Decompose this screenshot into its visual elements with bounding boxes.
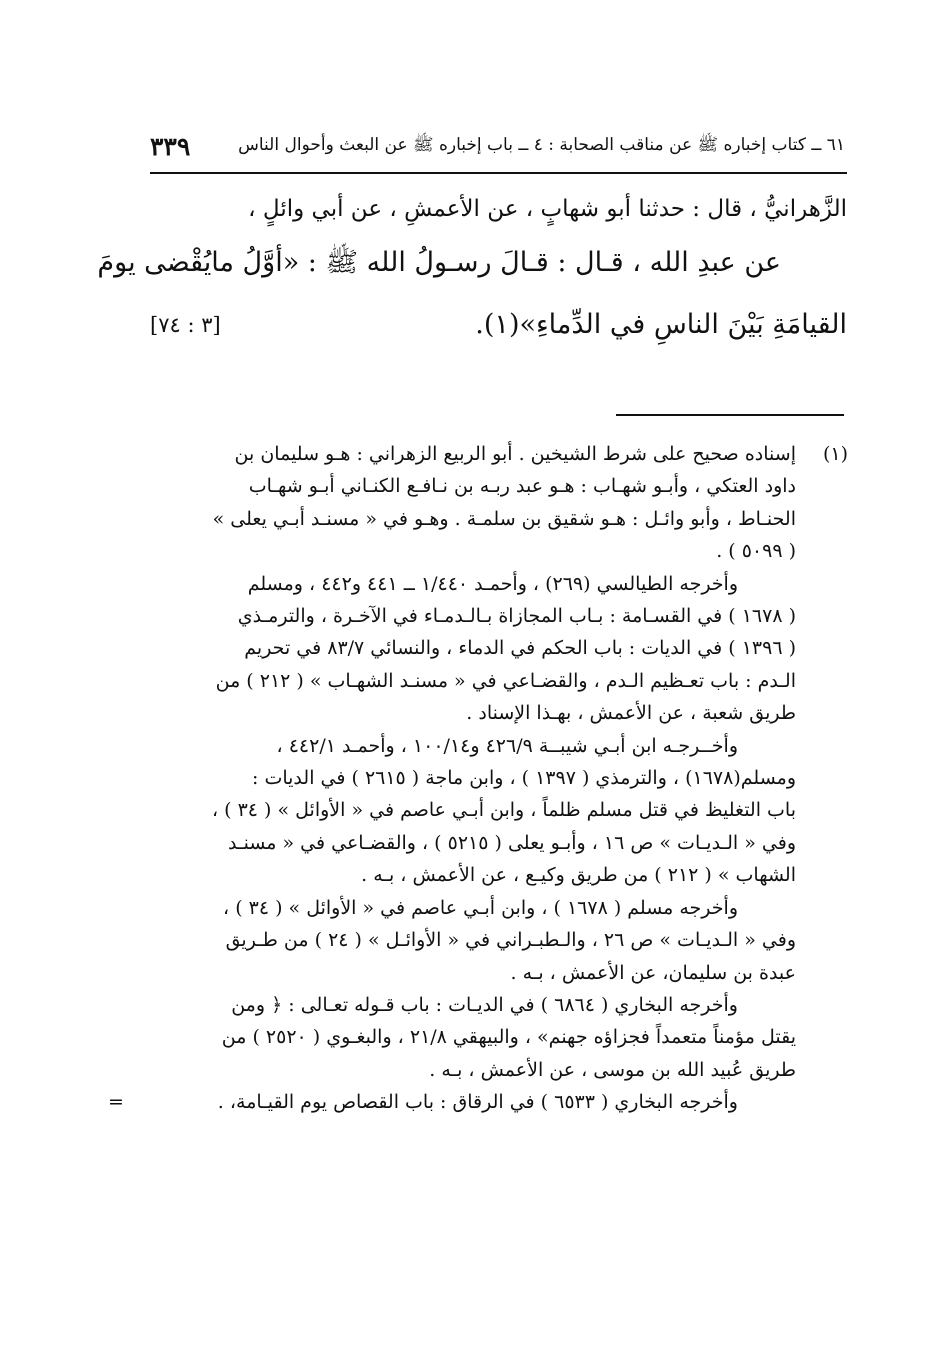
page-number: ٣٣٩ (150, 131, 191, 161)
footnote-line: الحنـاط ، وأبو وائـل : هـو شقيق بن سلمـة . وهـو في « مسنـد أبـي يعلى » (212, 507, 796, 530)
footnote-line: داود العتكي ، وأبـو شهـاب : هـو عبد ربـه بن نـافـع الكنـاني أبـو شهـاب (248, 475, 796, 498)
footnote-line: إسناده صحيح على شرط الشيخين . أبو الربيع الزهراني : هـو سليمان بن (234, 443, 796, 465)
hadith-reference: [٣ : ٧٤] (150, 313, 221, 337)
main-text (97, 186, 847, 356)
footnote-line: ( ١٣٩٦ ) في الديات : باب الحكم في الدماء ، والنسائي ٨٣/٧ في تحريم (244, 637, 796, 660)
footnote-line: يقتل مؤمناً متعمداً فجزاؤه جهنم» ، والبيهقي ٢١/٨ ، والبغـوي ( ٢٥٢٠ ) من (221, 1026, 796, 1049)
footnote-line: طريق عُبيد الله بن موسى ، عن الأعمش ، بـه . (429, 1058, 796, 1081)
footnote-line: وأخرجه البخاري ( ٦٥٣٣ ) في الرقاق : باب القصاص يوم القيـامة، . (217, 1091, 738, 1114)
hadith-line-2: القيامَةِ بَيْنَ الناسِ في الدِّماءِ»(١). (475, 309, 847, 340)
footnote-line: وفي « الـديـات » ص ١٦ ، وأبـو يعلى ( ٥٢١٥ ) ، والقضـاعي في « مسنـد (228, 831, 796, 854)
footnote-line: ( ٥٠٩٩ ) . (716, 540, 796, 563)
footnotes (108, 438, 848, 1119)
footnote-line: عبدة بن سليمان، عن الأعمش ، بـه . (510, 961, 796, 984)
header-rule (150, 172, 847, 174)
footnote-line: ومسلم(١٦٧٨) ، والترمذي ( ١٣٩٧ ) ، وابن ماجة ( ٢٦١٥ ) في الديات : (252, 767, 796, 790)
footnote-line: الشهاب » ( ٢١٢ ) من طريق وكيـع ، عن الأعمش ، بـه . (361, 864, 796, 887)
footnote-line: طريق شعبة ، عن الأعمش ، بهـذا الإسناد . (466, 702, 796, 725)
footnote-line: الـدم : باب تعـظيم الـدم ، والقضـاعي في « مسنـد الشهـاب » ( ٢١٢ ) من (215, 669, 796, 692)
footnote-line: باب التغليظ في قتل مسلم ظلماً ، وابن أبـي عاصم في « الأوائل » ( ٣٤ ) ، (211, 799, 796, 822)
footnote-last-row (108, 1086, 848, 1118)
running-title: ٦١ ــ كتاب إخباره ﷺ عن مناقب الصحابة : ٤ ــ باب إخباره ﷺ عن البعث وأحوال الناس (238, 134, 845, 155)
hadith-line-2-row (150, 294, 847, 356)
continuation-mark: = (108, 1091, 124, 1114)
footnote-line: وأخرجه الطيالسي (٢٦٩) ، وأحمـد ١/٤٤٠ ــ ٤٤١ و٤٤٢ ، ومسلم (247, 572, 738, 595)
footnote-line: وأخــرجـه ابن أبـي شيبــة ٤٢٦/٩ و١٠٠/١٤ ، وأحمـد ٤٤٢/١ ، (276, 734, 738, 757)
footnote-line: ( ١٦٧٨ ) في القسـامة : بـاب المجازاة بـالـدمـاء في الآخـرة ، والترمـذي (237, 605, 796, 628)
footnote-rule (616, 414, 844, 416)
footnote-1 (148, 438, 848, 568)
footnote-body (148, 438, 796, 568)
footnote-line: وأخرجه البخاري ( ٦٨٦٤ ) في الديـات : باب قـوله تعـالى : ﴿ ومن (231, 993, 738, 1016)
page-header (150, 126, 845, 166)
hadith-line-1: عن عبدِ الله ، قـال : قـالَ رسـولُ الله ﷺ : «أوَّلُ مايُقْضى يومَ (97, 247, 781, 278)
footnote-line: وأخرجه مسلم ( ١٦٧٨ ) ، وابن أبـي عاصم في « الأوائل » ( ٣٤ ) ، (223, 896, 738, 919)
isnad-line: الزَّهرانيُّ ، قال : حدثنا أبو شهابٍ ، عن الأعمشِ ، عن أبي وائلٍ ، (248, 196, 847, 222)
footnote-number: (١) (822, 443, 848, 465)
footnote-line: وفي « الـديـات » ص ٢٦ ، والـطبـراني في « الأوائـل » ( ٢٤ ) من طـريق (225, 929, 796, 952)
